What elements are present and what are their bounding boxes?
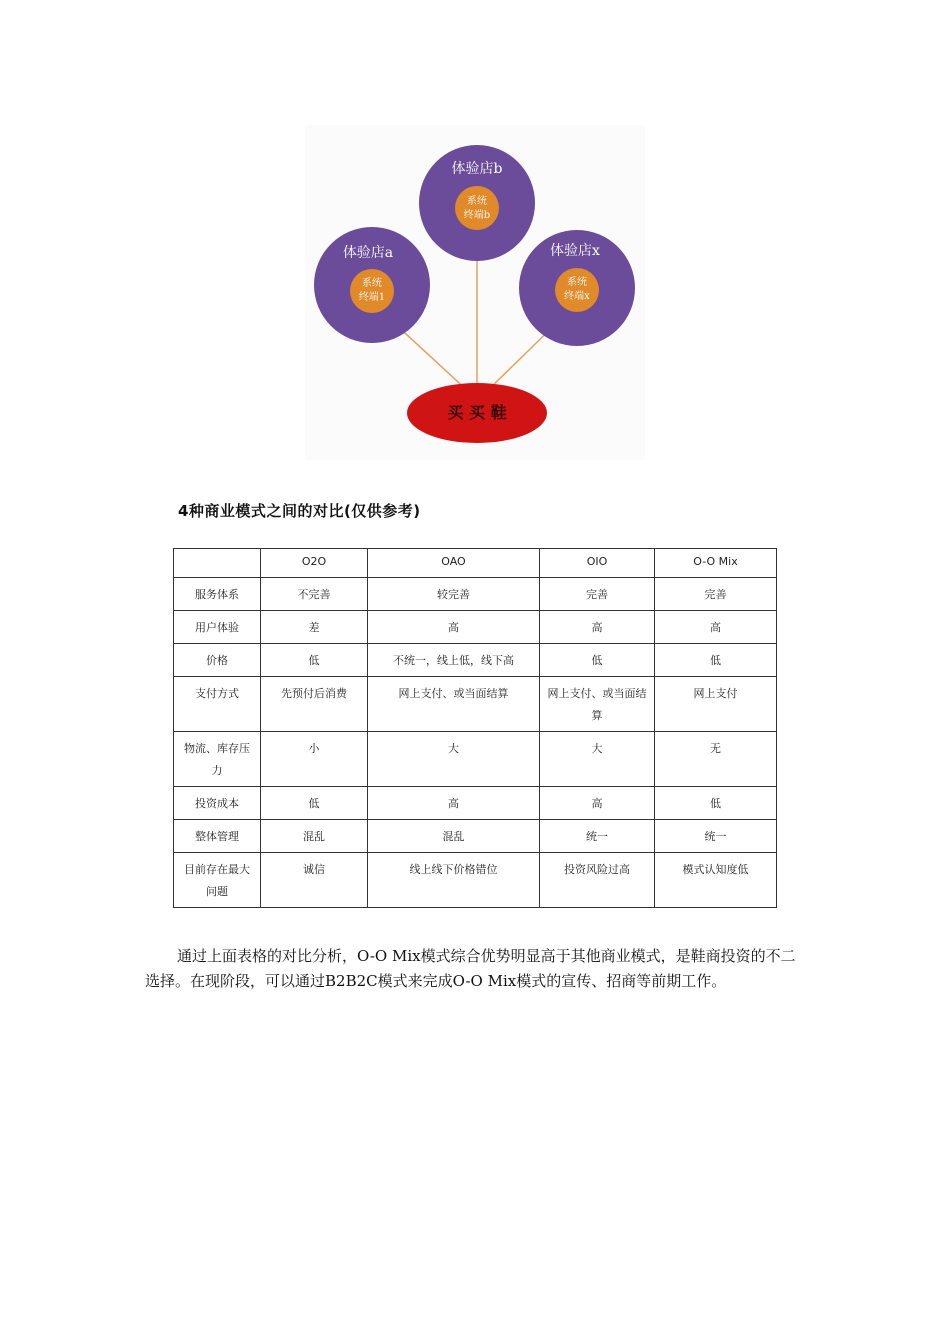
table-cell: 低 [261,787,368,820]
table-cell: 统一 [540,820,655,853]
header-cell-oio: OIO [540,549,655,578]
table-cell: 低 [655,787,777,820]
table-cell: 网上支付、或当面结算 [540,677,655,732]
table-cell: 不完善 [261,578,368,611]
table-cell: 完善 [655,578,777,611]
table-cell: 线上线下价格错位 [368,853,540,908]
terminal-x-circle [555,268,599,312]
table-row [174,578,777,611]
table-cell: 大 [540,732,655,787]
diagram-svg [305,125,645,460]
table-cell: 投资风险过高 [540,853,655,908]
row-label: 投资成本 [174,787,261,820]
table-row [174,853,777,908]
table-row [174,787,777,820]
table-cell: 高 [368,787,540,820]
table-row [174,677,777,732]
table-cell: 无 [655,732,777,787]
terminal-x-label-2: 终端x [564,291,590,302]
table-cell: 不统一，线上低，线下高 [368,644,540,677]
table-cell: 差 [261,611,368,644]
terminal-a-label-1: 系统 [362,278,382,289]
terminal-a-circle [350,269,394,313]
table-cell: 高 [655,611,777,644]
table-cell: 混乱 [368,820,540,853]
header-cell-empty [174,549,261,578]
center-label: 买 买 鞋 [447,403,507,422]
table-cell: 网上支付 [655,677,777,732]
table-caption: 4种商业模式之间的对比(仅供参考) [178,502,421,520]
row-label: 服务体系 [174,578,261,611]
store-x-label: 体验店x [550,243,600,259]
table-cell: 网上支付、或当面结算 [368,677,540,732]
table-cell: 大 [368,732,540,787]
row-label: 价格 [174,644,261,677]
table-row [174,644,777,677]
terminal-a-label-2: 终端1 [358,292,386,303]
table-row [174,732,777,787]
conclusion-paragraph: 通过上面表格的对比分析，O-O Mix模式综合优势明显高于其他商业模式，是鞋商投资的不二选择。在现阶段，可以通过B2B2C模式来完成O-O Mix模式的宣传、招商等前期工作。 [145,947,796,990]
store-b-label: 体验店b [451,161,503,177]
table-cell: 高 [540,787,655,820]
comparison-table [173,548,777,908]
table-cell: 诚信 [261,853,368,908]
table-header-row [174,549,777,578]
header-cell-oao: OAO [368,549,540,578]
header-cell-o2o: O2O [261,549,368,578]
row-label: 物流、库存压力 [174,732,261,787]
terminal-b-label-2: 终端b [463,210,491,221]
row-label: 用户体验 [174,611,261,644]
table-cell: 模式认知度低 [655,853,777,908]
table-cell: 高 [368,611,540,644]
table-cell: 统一 [655,820,777,853]
table-cell: 混乱 [261,820,368,853]
table-row [174,820,777,853]
table-row [174,611,777,644]
terminal-b-circle [455,186,499,230]
table-cell: 完善 [540,578,655,611]
row-label: 整体管理 [174,820,261,853]
table-cell: 低 [261,644,368,677]
row-label: 目前存在最大问题 [174,853,261,908]
table-cell: 先预付后消费 [261,677,368,732]
terminal-b-label-1: 系统 [467,196,487,207]
store-a-label: 体验店a [342,245,394,261]
table-cell: 低 [655,644,777,677]
table-cell: 低 [540,644,655,677]
table-cell: 小 [261,732,368,787]
row-label: 支付方式 [174,677,261,732]
table-cell: 较完善 [368,578,540,611]
terminal-x-label-1: 系统 [567,277,587,288]
table-cell: 高 [540,611,655,644]
store-network-diagram [305,125,645,460]
header-cell-oomix: O-O Mix [655,549,777,578]
